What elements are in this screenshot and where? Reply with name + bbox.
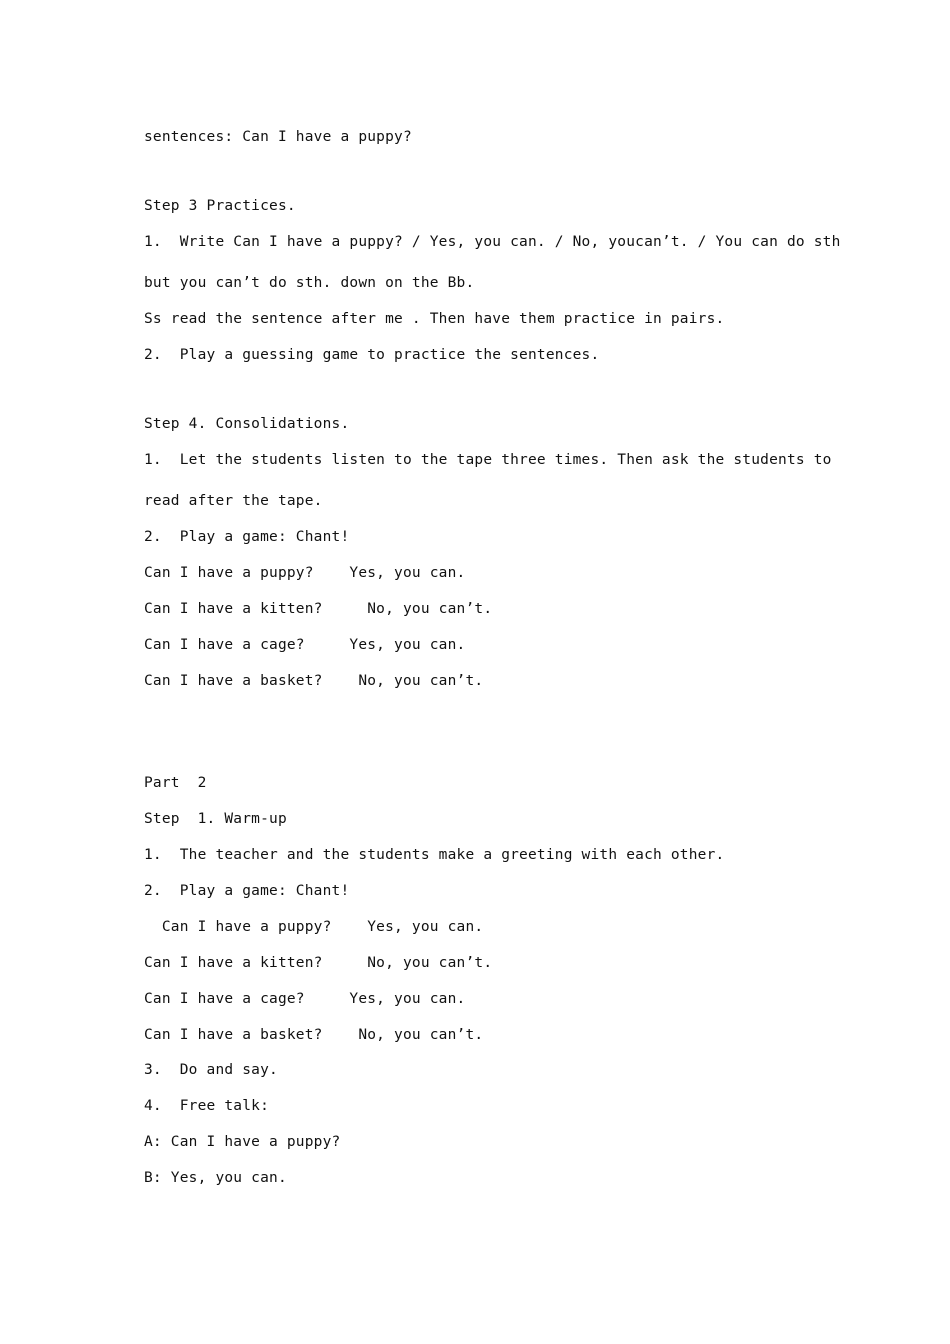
chant-line-kitten: Can I have a kitten? No, you can’t.	[144, 601, 493, 617]
chant-line-basket-2: Can I have a basket? No, you can’t.	[144, 1027, 484, 1043]
chant-line-cage: Can I have a cage? Yes, you can.	[144, 637, 466, 653]
text-line-free-talk: 4. Free talk:	[144, 1098, 270, 1114]
dialogue-line-a: A: Can I have a puppy?	[144, 1134, 341, 1150]
chant-line-basket: Can I have a basket? No, you can’t.	[144, 673, 484, 689]
text-line-consolidation-1: 1. Let the students listen to the tape three times. Then ask the students to	[144, 452, 832, 468]
text-line-do-and-say: 3. Do and say.	[144, 1062, 278, 1078]
text-line-practice-1: 1. Write Can I have a puppy? / Yes, you can. / No, youcan’t. / You can do sth	[144, 234, 841, 250]
text-line-consolidation-1-cont: read after the tape.	[144, 493, 323, 509]
text-line-consolidation-2: 2. Play a game: Chant!	[144, 529, 350, 545]
heading-part-2: Part 2	[144, 775, 207, 791]
text-line-greeting: 1. The teacher and the students make a greeting with each other.	[144, 847, 725, 863]
chant-line-puppy: Can I have a puppy? Yes, you can.	[144, 565, 466, 581]
heading-step-1-warm-up: Step 1. Warm-up	[144, 811, 287, 827]
text-line-practice-1-cont: but you can’t do sth. down on the Bb.	[144, 275, 475, 291]
text-line-read-pairs: Ss read the sentence after me . Then have them practice in pairs.	[144, 311, 725, 327]
text-line-play-game: 2. Play a game: Chant!	[144, 883, 350, 899]
dialogue-line-b: B: Yes, you can.	[144, 1170, 287, 1186]
heading-step-3: Step 3 Practices.	[144, 198, 296, 214]
heading-step-4: Step 4. Consolidations.	[144, 416, 350, 432]
chant-line-cage-2: Can I have a cage? Yes, you can.	[144, 991, 466, 1007]
text-line-sentences: sentences: Can I have a puppy?	[144, 129, 412, 145]
text-line-practice-2: 2. Play a guessing game to practice the sentences.	[144, 347, 600, 363]
chant-line-puppy-2: Can I have a puppy? Yes, you can.	[144, 919, 484, 935]
chant-line-kitten-2: Can I have a kitten? No, you can’t.	[144, 955, 493, 971]
